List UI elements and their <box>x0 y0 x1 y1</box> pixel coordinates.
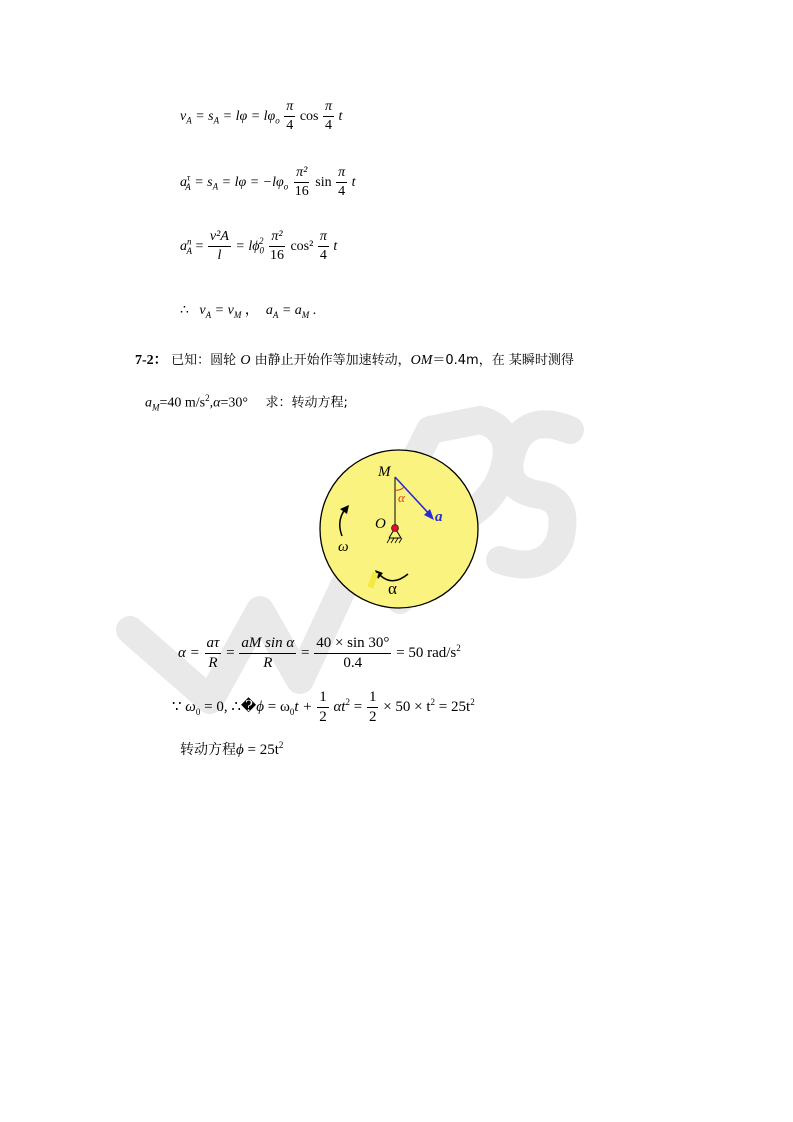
label-m: M <box>378 464 391 480</box>
equation-a-tau: $a^\tau_A = s_A = l\varphi = -l\varphi_o$ $\frac{\text{π²}}{16}$ sin $\frac{\pi}{4}$ t <box>180 165 356 199</box>
problem-statement-line2: $a_M=40$ $m/s^2,\alpha=30^\circ$ 求：转动方程; <box>145 393 348 413</box>
label-a: a <box>435 509 443 525</box>
equation-a-n: $a^n_A$ = $\frac{\text{v²A}}{l}$ = $l\phi_0^2$ $\frac{\text{π²}}{16}$ cos² $\frac{\pi}{4}$ t <box>180 229 338 263</box>
wheel-disc <box>320 450 478 608</box>
label-o: O <box>375 516 386 532</box>
equation-va: $v_A = s_A = l\varphi = l\varphi_o$ $\frac{\pi}{4}$ cos $\frac{\pi}{4}$ t <box>180 99 343 133</box>
equation-phi-derivation: ∵ $\omega_0 = 0$, ∴�ϕ = $\omega_0t$ + $\frac{1}{2}$ $\alpha t^2$ = $\frac{1}{2}$ × $50 \times t^2 = 25t^2$ <box>172 689 475 725</box>
problem-statement-line1: 7-2： 已知：圆轮 O 由静止开始作等加速转动，OM＝0.4m，在 某瞬时测得 <box>135 353 574 368</box>
label-omega: ω <box>338 539 349 555</box>
wheel-figure <box>316 448 482 610</box>
equation-alpha-value: α = $\frac{a\tau}{R}$ = $\frac{\text{aM sin α}}{R}$ = $\frac{40 \times \sin 30^\circ}{0.4}$ = 50 rad/$s^2$ <box>178 635 461 671</box>
pivot-point <box>392 525 399 532</box>
label-alpha-big: α <box>388 579 397 598</box>
rotation-equation: 转动方程$\phi = 25t^2$ <box>180 740 284 758</box>
problem-number: 7-2： <box>135 353 168 368</box>
label-alpha-small: α <box>398 490 405 505</box>
equation-conclusion: ∴ $v_A = v_M$ ， $a_A = a_M$ . <box>180 303 317 320</box>
